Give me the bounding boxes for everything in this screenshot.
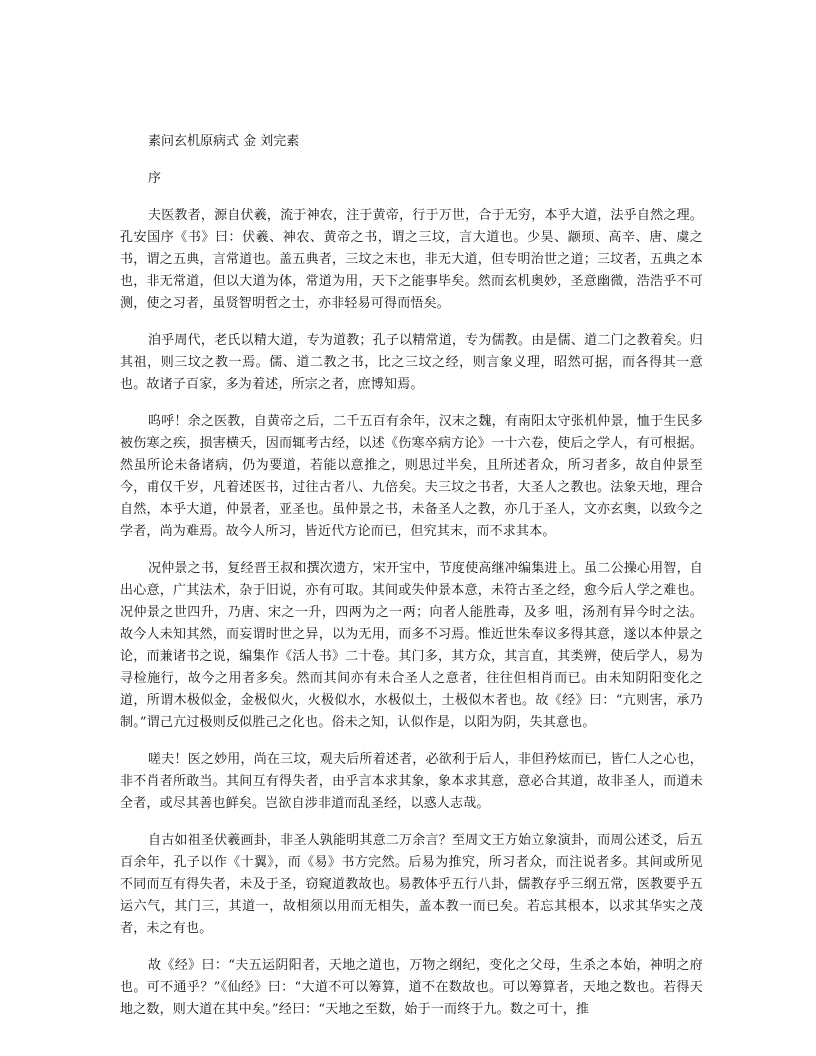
paragraph: 故《经》曰：“夫五运阴阳者，天地之道也，万物之纲纪，变化之父母，生杀之本始，神明之府也。可不通乎？”《仙经》曰：“大道不可以筹算，道不在数故也。可以筹算者，天地之数也。若得天地之数，则大道在其中矣。”经曰：“天地之至数，始于一而终于九。数之可十，推 <box>120 958 703 1017</box>
paragraph: 自古如祖圣伏羲画卦，非圣人孰能明其意二万余言？至周文王方始立象演卦，而周公述爻，后五百余年，孔子以作《十翼》，而《易》书方完然。后易为推究，所习者众，而注说者多。其间或所见不同而互有得失者，未及于圣，窃窥道教故也。易教体乎五行八卦，儒教存乎三纲五常，医教要乎五运六气，其门三，其道一，故相须以用而无相失，盖本教一而已矣。若忘其根本，以求其华实之茂者，未之有也。 <box>120 833 703 936</box>
document-title: 素问玄机原病式 金 刘完素 <box>148 134 300 149</box>
paragraph: 夫医教者，源自伏羲，流于神农，注于黄帝，行于万世，合于无穷，本乎大道，法乎自然之理。孔安国序《书》曰：伏羲、神农、黄帝之书，谓之三坟，言大道也。少昊、颛顼、高辛、唐、虞之书，谓之五典，言常道也。盖五典者，三坟之末也，非无大道，但专明治世之道；三坟者，五典之本也，非无常道，但以大道为体，常道为用，天下之能事毕矣。然而玄机奥妙，圣意幽微，浩浩乎不可测，使之习者，虽贤智明哲之士，亦非轻易可得而悟矣。 <box>120 208 703 311</box>
paragraph: 呜呼！余之医教，自黄帝之后，二千五百有余年，汉末之魏，有南阳太守张机仲景，恤于生民多被伤寒之疾，损害横夭，因而辄考古经，以述《伤寒卒病方论》一十六卷，使后之学人，有可根据。然虽所论未备诸病，仍为要道，若能以意推之，则思过半矣，且所述者众，所习者多，故自仲景至今，甫仅千岁，凡着述医书，过往古者八、九倍矣。夫三坟之书者，大圣人之教也。法象天地，理合自然，本乎大道，仲景者，亚圣也。虽仲景之书，未备圣人之教，亦几于圣人，文亦玄奥，以致今之学者，尚为难焉。故今人所习，皆近代方论而已，但究其末，而不求其本。 <box>120 414 703 539</box>
preface-heading: 序 <box>148 171 162 186</box>
paragraph: 嗟夫！医之妙用，尚在三坟，观夫后所着述者，必欲利于后人，非但矜炫而已，皆仁人之心也，非不肖者所敢当。其间互有得失者，由乎言本求其象，象本求其意，意必合其道，故非圣人，而道未全者，或尽其善也鲜矣。岂欲自涉非道而乱圣经，以惑人志哉。 <box>120 752 703 811</box>
document-body <box>120 205 703 1036</box>
paragraph: 洎乎周代，老氏以精大道，专为道教；孔子以精常道，专为儒教。由是儒、道二门之教着矣。归其祖，则三坟之教一焉。儒、道二教之书，比之三坟之经，则言象义理，昭然可据，而各得其一意也。故诸子百家，多为着述，所宗之者，庶博知焉。 <box>120 333 703 392</box>
paragraph: 况仲景之书，复经晋王叔和撰次遗方，宋开宝中，节度使高继冲编集进上。虽二公操心用智，自出心意，广其法术，杂于旧说，亦有可取。其间或失仲景本意，未符古圣之经，愈今后人学之难也。况仲景之世四升，乃唐、宋之一升，四两为之一两；向者人能胜毒，及多 咀，汤剂有异今时之法。故今人未知其然，而妄谓时世之异，以为无用，而多不习焉。惟近世朱奉议多得其意，遂以本仲景之论，而兼诸书之说，编集作《活人书》二十卷。其门多，其方众，其言直，其类辨，使后学人，易为寻检施行，故今之用者多矣。然而其间亦有未合圣人之意者，往往但相肖而已。由未知阴阳变化之道，所谓木极似金，金极似火，火极似水，水极似土，土极似木者也。故《经》曰：“亢则害，承乃制。”谓己亢过极则反似胜己之化也。俗未之知，认似作是，以阳为阴，失其意也。 <box>120 561 703 730</box>
